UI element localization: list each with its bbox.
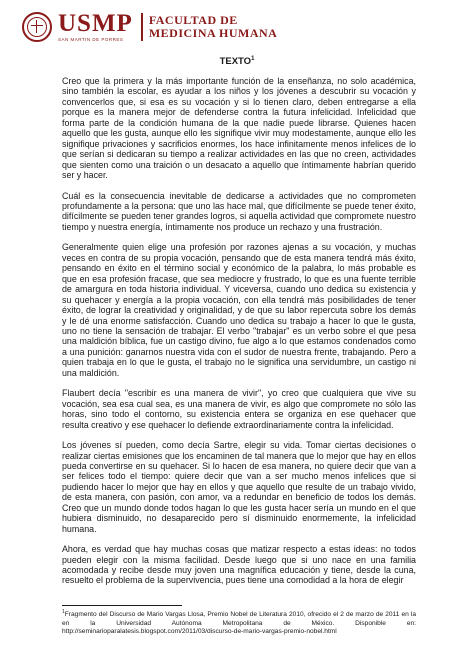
document-title (0, 56, 474, 67)
university-logo-text: USMP (58, 10, 133, 38)
footnote-text: Fragmento del Discurso de Mario Vargas Llosa, Premio Nobel de Literatura 2010, ofrecido el 2 de marzo de 2011 en la en la Universidad Autónoma Metropolitana de México. Disponible en: http://seminarioparalatesis.blogspot.com/2011/03/discurso-de-mario-vargas-premio-nobel.html (62, 611, 416, 635)
university-logo (58, 11, 133, 43)
paragraph: Creo que la primera y la más importante función de la enseñanza, no solo académica, sino también la escolar, es ayudar a los niños y los jóvenes a descubrir su vocación y convencerlos que, si esa es su vocación y si lo tienen claro, deben entregarse a ella porque es la manera mejor de defenderse contra la futura infelicidad. Infelicidad que forma parte de la condición humana de la que nadie puede librarse. Quienes hacen aquello que les gusta, aunque ello les signifique vivir muy modestamente, aunque ello les signifique privaciones y sacrificios enormes, los hace infinitamente menos infelices de lo que serían si dedicaran su tiempo a realizar actividades en las que no creen, actividades que sienten como una traición o un desacato a aquello que íntimamente habrían querido ser y hacer. (62, 76, 416, 181)
footnote-separator (62, 605, 182, 606)
footnote-ref: 1 (62, 609, 65, 615)
document-title-text: TEXTO (219, 56, 252, 68)
faculty-line-2: MEDICINA HUMANA (148, 26, 278, 40)
paragraph: Ahora, es verdad que hay muchas cosas que matizar respecto a estas ideas: no todos pueden elegir con la misma facilidad. Desde luego que si uno nace en una familia acomodada y recibe desde muy joven una magnífica educación y tiene, desde la cuna, resuelto el problema de la supervivencia, pues tiene una comodidad a la hora de elegir (62, 544, 416, 586)
paragraph: Generalmente quien elige una profesión por razones ajenas a su vocación, y muchas veces en contra de su propia vocación, pensando que de esta manera tendrá más éxito, pensando en éxito en el término social y económico de la palabra, lo más probable es que en esa profesión fracase, que sea mediocre y frustrado, lo que es una fuente terrible de amargura en toda historia individual. Y viceversa, cuando uno dedica su existencia y su quehacer y energía a la propia vocación, con ella tendrá más posibilidades de tener éxito, de lograr la creatividad y originalidad, y de que su labor repercuta sobre los demás y le dé una enorme satisfacción. Cuando uno dedica su trabajo a hacer lo que le gusta, uno no tiene la sensación de trabajar. El verbo "trabajar" es un verbo sobre el que pesa una maldición bíblica, fue un castigo divino, fue algo a lo que estamos condenados como a una punición: ganarnos nuestra vida con el sudor de nuestra frente, trabajando. Pero a quien trabaja en lo que le gusta, el trabajo no le significa una servidumbre, un castigo ni una maldición. (62, 242, 416, 378)
university-seal-icon (22, 12, 52, 42)
title-footnote-ref: 1 (251, 56, 255, 62)
faculty-line-1: FACULTAD DE (148, 13, 238, 28)
paragraph: Los jóvenes sí pueden, como decía Sartre, elegir su vida. Tomar ciertas decisiones o realizar ciertas emisiones que los encaminen de tal manera que lo mejor que hay en ellos pueda convertirse en su quehacer. Si lo hacen de esa manera, no quiere decir que van a ser felices todo el tiempo: quiere decir que van a ser mucho menos infelices que si pudiendo hacer lo mejor que hay en ellos y que aquello que resulte de un trabajo vivido, de esta manera, con pasión, con amor, va a redundar en beneficio de todos los demás. Creo que un mundo donde todos hagan lo que les gusta hacer sería un mundo en el que hubiera disminuido, no desaparecido pero sí disminuido enormemente, la infelicidad humana. (62, 440, 416, 534)
paragraph: Cuál es la consecuencia inevitable de dedicarse a actividades que no comprometen profundamente a la persona: que uno las hace mal, que difícilmente se puede tener éxito, difícilmente se pueden tener grandes logros, si aquella actividad que compromete nuestro tiempo y nuestra energía, íntimamente nos produce un rechazo y una frustración. (62, 190, 416, 232)
header-divider (141, 13, 143, 41)
university-logo-subtitle: SAN MARTIN DE PORRES (58, 37, 124, 43)
faculty-name (149, 14, 278, 39)
document-header (22, 10, 452, 44)
footnote (62, 608, 416, 636)
paragraph: Flaubert decía "escribir es una manera de vivir", yo creo que cualquiera que vive su vocación, sea esa cual sea, es una manera de vivir, es algo que compromete no sólo las horas, sino todo el contorno, su existencia entera se organiza en ese quehacer que resulta creativo y ese quehacer lo defiende extraordinariamente contra la infelicidad. (62, 388, 416, 430)
document-body (62, 76, 416, 596)
